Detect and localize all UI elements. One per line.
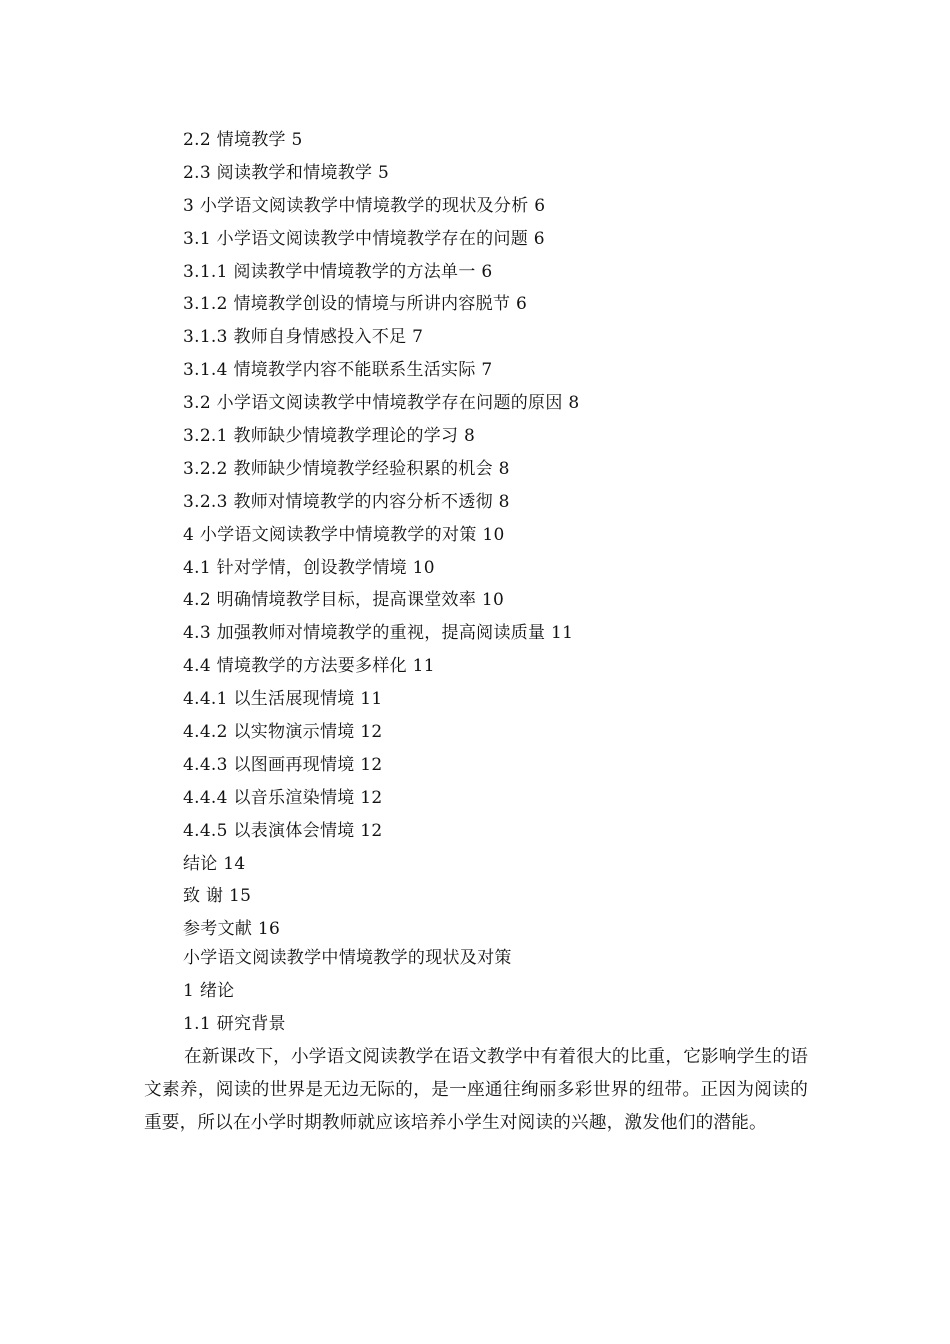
toc-entry: 3.1 小学语文阅读教学中情境教学存在的问题 6 bbox=[183, 228, 545, 249]
section-heading: 1.1 研究背景 bbox=[183, 1014, 286, 1034]
toc-entry: 4.4.1 以生活展现情境 11 bbox=[183, 689, 383, 710]
toc-entry: 3.2.3 教师对情境教学的内容分析不透彻 8 bbox=[183, 491, 510, 512]
toc-entry: 结论 14 bbox=[183, 853, 246, 874]
toc-entry: 4.4.4 以音乐渲染情境 12 bbox=[183, 787, 383, 808]
toc-entry: 4.3 加强教师对情境教学的重视，提高阅读质量 11 bbox=[183, 623, 574, 644]
toc-entry: 4.4 情境教学的方法要多样化 11 bbox=[183, 656, 435, 677]
body-paragraph: 在新课改下，小学语文阅读教学在语文教学中有着很大的比重，它影响学生的语文素养，阅读的世界是无边无际的，是一座通往绚丽多彩世界的纽带。正因为阅读的重要，所以在小学时期教师就应该培养小学生对阅读的兴趣，激发他们的潜能。 bbox=[144, 1047, 808, 1133]
toc-entry: 4.4.2 以实物演示情境 12 bbox=[183, 722, 383, 743]
toc-entry: 3.1.2 情境教学创设的情境与所讲内容脱节 6 bbox=[183, 294, 528, 315]
toc-entry: 3.2 小学语文阅读教学中情境教学存在问题的原因 8 bbox=[183, 393, 580, 414]
toc-entry: 3.1.1 阅读教学中情境教学的方法单一 6 bbox=[183, 261, 493, 282]
toc-entry: 3.1.4 情境教学内容不能联系生活实际 7 bbox=[183, 360, 493, 381]
toc-entry: 4.4.3 以图画再现情境 12 bbox=[183, 754, 383, 775]
toc-entry: 3.1.3 教师自身情感投入不足 7 bbox=[183, 327, 424, 348]
toc-entry: 4.1 针对学情，创设教学情境 10 bbox=[183, 557, 435, 578]
toc-entry: 4 小学语文阅读教学中情境教学的对策 10 bbox=[183, 524, 505, 545]
chapter-heading: 1 绪论 bbox=[183, 981, 235, 1001]
toc-entry: 4.2 明确情境教学目标，提高课堂效率 10 bbox=[183, 590, 505, 611]
toc-entry: 2.3 阅读教学和情境教学 5 bbox=[183, 162, 390, 183]
toc-entry: 2.2 情境教学 5 bbox=[183, 130, 303, 150]
table-of-contents bbox=[183, 124, 823, 946]
document-title: 小学语文阅读教学中情境教学的现状及对策 bbox=[183, 948, 512, 968]
toc-entry: 参考文献 16 bbox=[183, 919, 281, 940]
toc-entry: 3 小学语文阅读教学中情境教学的现状及分析 6 bbox=[183, 195, 546, 216]
toc-entry: 3.2.1 教师缺少情境教学理论的学习 8 bbox=[183, 426, 476, 447]
toc-entry: 4.4.5 以表演体会情境 12 bbox=[183, 820, 383, 841]
toc-entry: 致 谢 15 bbox=[183, 886, 252, 907]
toc-entry: 3.2.2 教师缺少情境教学经验积累的机会 8 bbox=[183, 458, 510, 479]
